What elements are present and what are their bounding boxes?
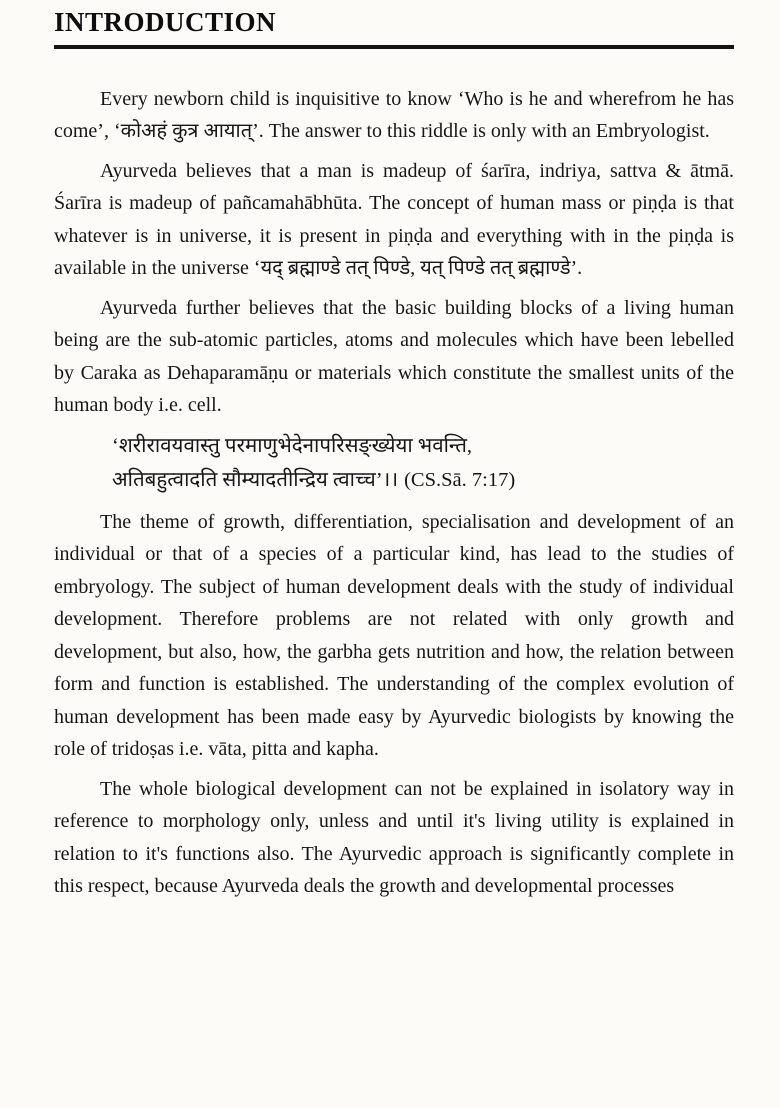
paragraph-closing-2: The whole biological development can not be explained in isolatory way in reference to morphology only, unless and until it's living utility is explained in relation to it's functions also. The Ayurvedic approach is significantly complete in this respect, because Ayurveda deals the growth and developmental processes (54, 777, 734, 898)
sanskrit-quote-block (112, 429, 734, 497)
page-title: INTRODUCTION (54, 7, 277, 37)
sanskrit-quote-line-2: अतिबहुत्वादति सौम्यादतीन्द्रिय त्वाच्च’।। (112, 468, 399, 491)
page-header (54, 8, 734, 49)
quote-citation: (CS.Sā. 7:17) (404, 468, 516, 491)
sanskrit-quote-line-1: ‘शरीरावयवास्तु परमाणुभेदेनापरिसङ्ख्येया भवन्ति, (112, 434, 473, 457)
sanskrit-quote-line-2-wrap (112, 463, 734, 497)
paragraph-intro-2: Ayurveda believes that a man is madeup of śarīra, indriya, sattva & ātmā. Śarīra is madeup of pañcamahābhūta. The concept of human mass or piṇḍa is that whatever is in universe, it is present in piṇḍa and everything with in the piṇḍa is available in the universe ‘यद् ब्रह्माण्डे तत् पिण्डे, यत् पिण्डे तत् ब्रह्माण्डे’. (54, 159, 734, 280)
paragraph-closing-1: The theme of growth, differentiation, specialisation and development of an individual or that of a species of a particular kind, has lead to the studies of embryology. The subject of human development deals with the study of individual development. Therefore problems are not related with only growth and development, but also, how, the garbha gets nutrition and how, the relation between form and function is established. The understanding of the complex evolution of human development has been made easy by Ayurvedic biologists by knowing the role of tridoṣas i.e. vāta, pitta and kapha. (54, 510, 734, 761)
page-body (54, 83, 734, 903)
paragraph-intro-3: Ayurveda further believes that the basic building blocks of a living human being are the sub-atomic particles, atoms and molecules which have been lebelled by Caraka as Dehaparamāṇu or materials which constitute the smallest units of the human body i.e. cell. (54, 296, 734, 417)
paragraph-intro-1: Every newborn child is inquisitive to know ‘Who is he and wherefrom he has come’, ‘कोअहं कुत्र आयात्’. The answer to this riddle is only with an Embryologist. (54, 87, 734, 143)
